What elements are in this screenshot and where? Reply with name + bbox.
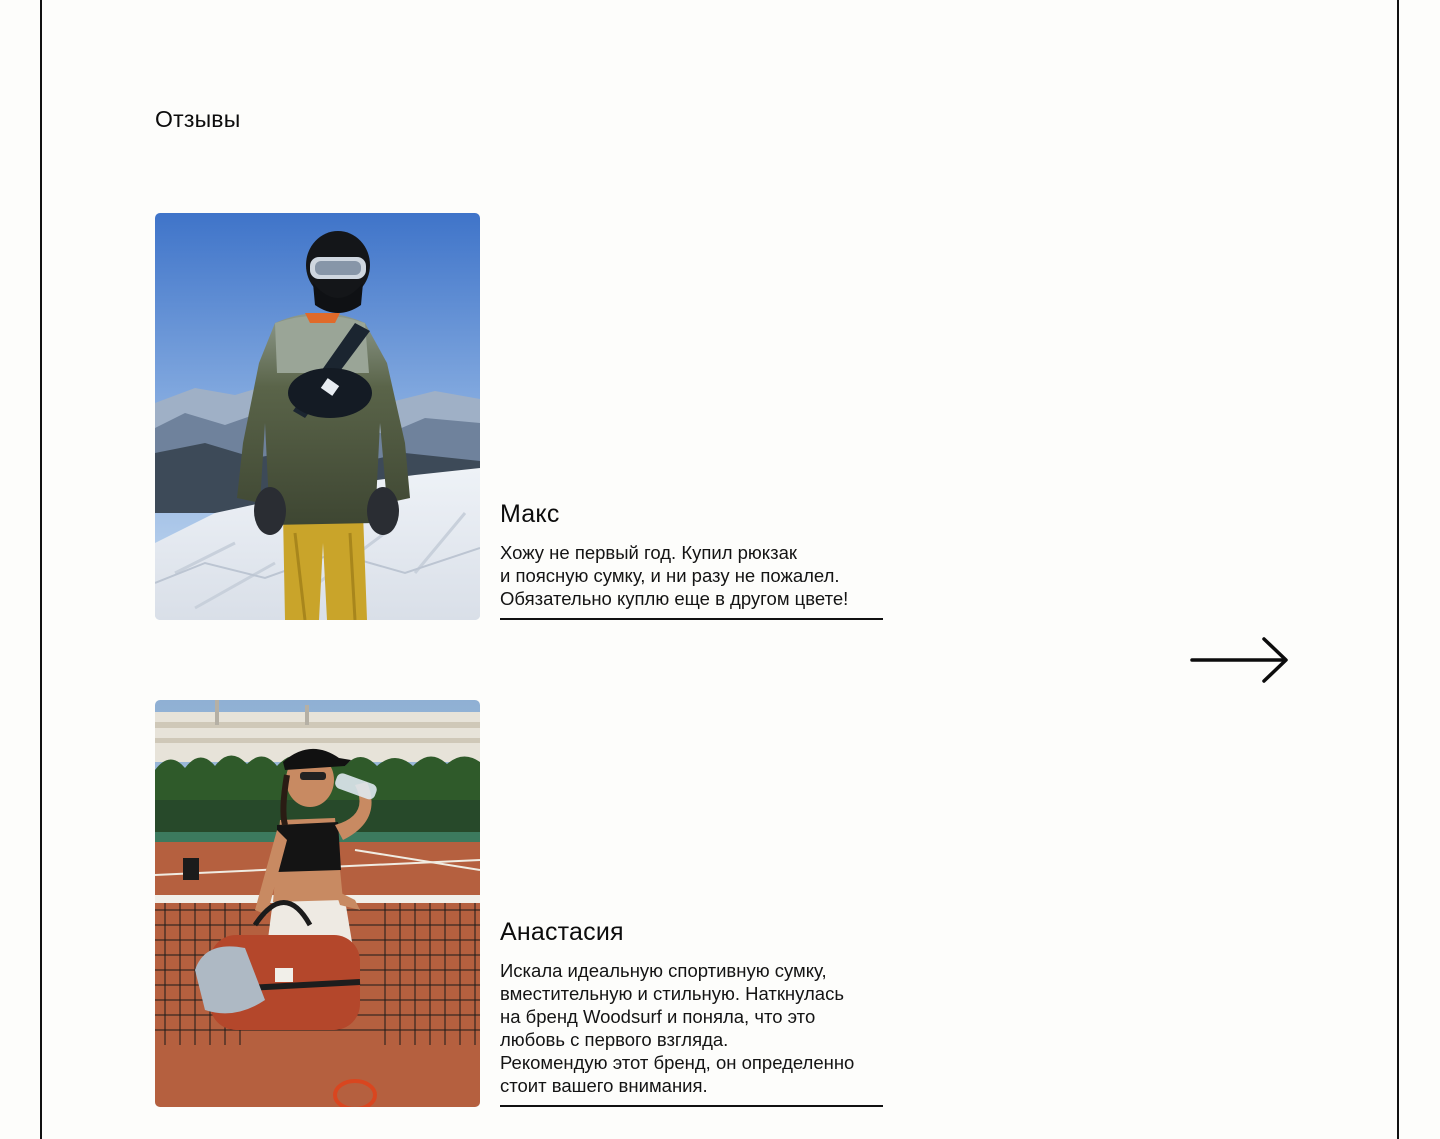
section-title: Отзывы — [155, 106, 241, 132]
review-body — [500, 499, 883, 620]
page-frame-right-border — [1397, 0, 1399, 1139]
reviewer-name: Анастасия — [500, 918, 624, 946]
review-card — [155, 700, 885, 1107]
snowboarder-photo — [155, 213, 480, 620]
review-body — [500, 917, 883, 1107]
review-text: Искала идеальную спортивную сумку, вместительную и стильную. Наткнулась на бренд Woodsurf и поняла, что это любовь с первого взгляда. Рекомендую этот бренд, он определенно стоит вашего внимания. — [500, 960, 855, 1096]
review-card — [155, 213, 885, 620]
arrow-right-icon[interactable] — [1190, 636, 1290, 684]
tennis-player-photo — [155, 700, 480, 1107]
review-text: Хожу не первый год. Купил рюкзак и поясную сумку, и ни разу не пожалел. Обязательно куплю еще в другом цвете! — [500, 542, 849, 609]
page-frame-left-border — [40, 0, 42, 1139]
reviewer-name: Макс — [500, 500, 560, 528]
